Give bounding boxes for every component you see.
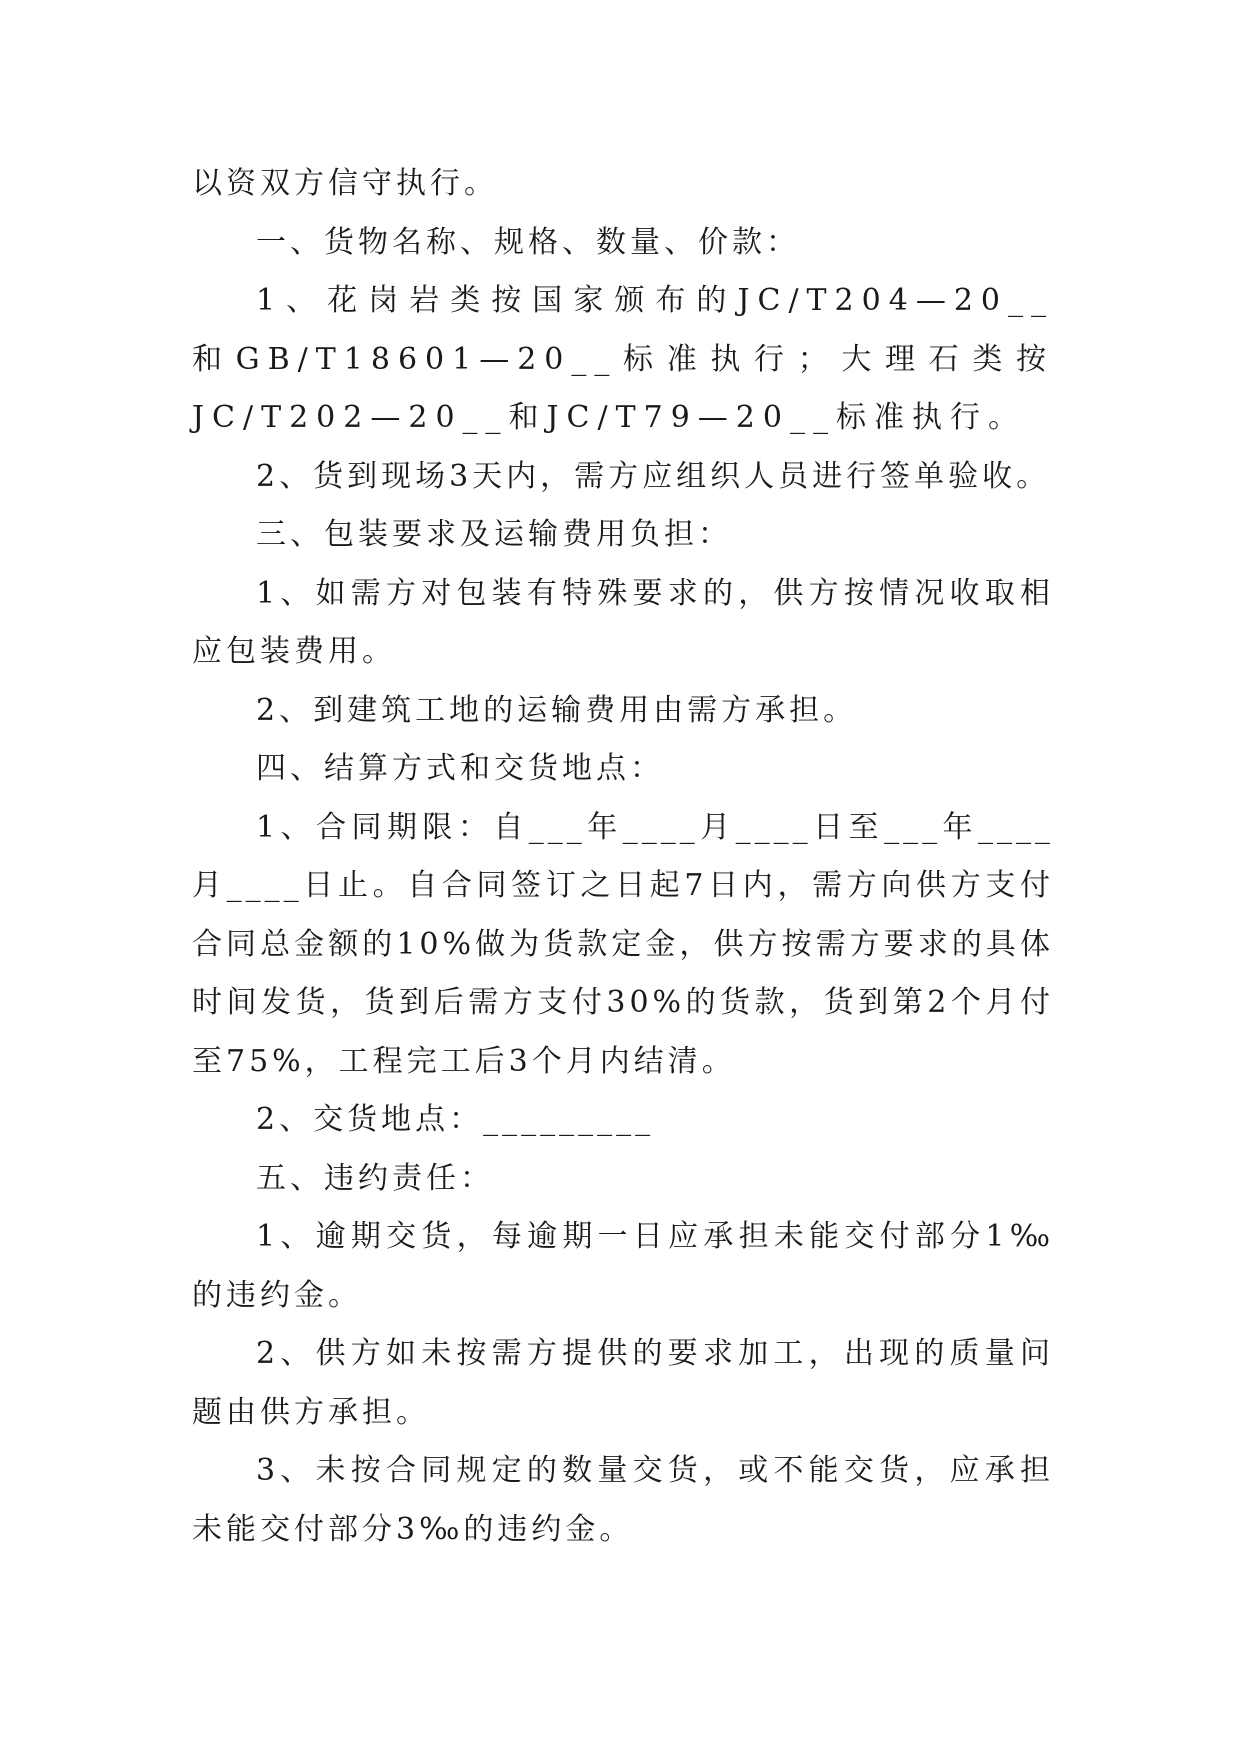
paragraph-closing-clause: 以资双方信守执行。 [192, 166, 498, 201]
clause-acceptance: 2、货到现场3天内，需方应组织人员进行签单验收。 [256, 458, 1051, 494]
clause-contract-term-payment: 1、合同期限：自___年____月____日至___年____月____日止。自合同签订之日起7日内，需方向供方支付合同总金额的10%做为货款定金，供方按需方要求的具体时间发货，货到后需方支付30%的货款，货到第2个月付至75%，工程完工后3个月内结清。 [192, 809, 1054, 1079]
clause-quality-standards: 1、花岗岩类按国家颁布的JC/T204—20__和GB/T18601—20__标准执行；大理石类按JC/T202—20__和JC/T79—20__标准执行。 [192, 283, 1054, 435]
heading-goods-specifications: 一、货物名称、规格、数量、价款： [256, 224, 800, 260]
clause-packaging-fee: 1、如需方对包装有特殊要求的，供方按情况收取相应包装费用。 [192, 575, 1054, 669]
heading-settlement-delivery: 四、结算方式和交货地点： [256, 751, 664, 786]
clause-delivery-location: 2、交货地点：_________ [256, 1102, 655, 1137]
heading-packaging-transport: 三、包装要求及运输费用负担： [256, 517, 732, 552]
document-page [192, 155, 1054, 1559]
heading-liability: 五、违约责任： [256, 1160, 494, 1196]
clause-transport-fee: 2、到建筑工地的运输费用由需方承担。 [256, 692, 858, 728]
clause-quantity-shortfall: 3、未按合同规定的数量交货，或不能交货，应承担未能交付部分3‰的违约金。 [192, 1453, 1054, 1547]
clause-quality-issue: 2、供方如未按需方提供的要求加工，出现的质量问题由供方承担。 [192, 1336, 1054, 1430]
clause-late-delivery: 1、逾期交货，每逾期一日应承担未能交付部分1‰的违约金。 [192, 1219, 1054, 1313]
